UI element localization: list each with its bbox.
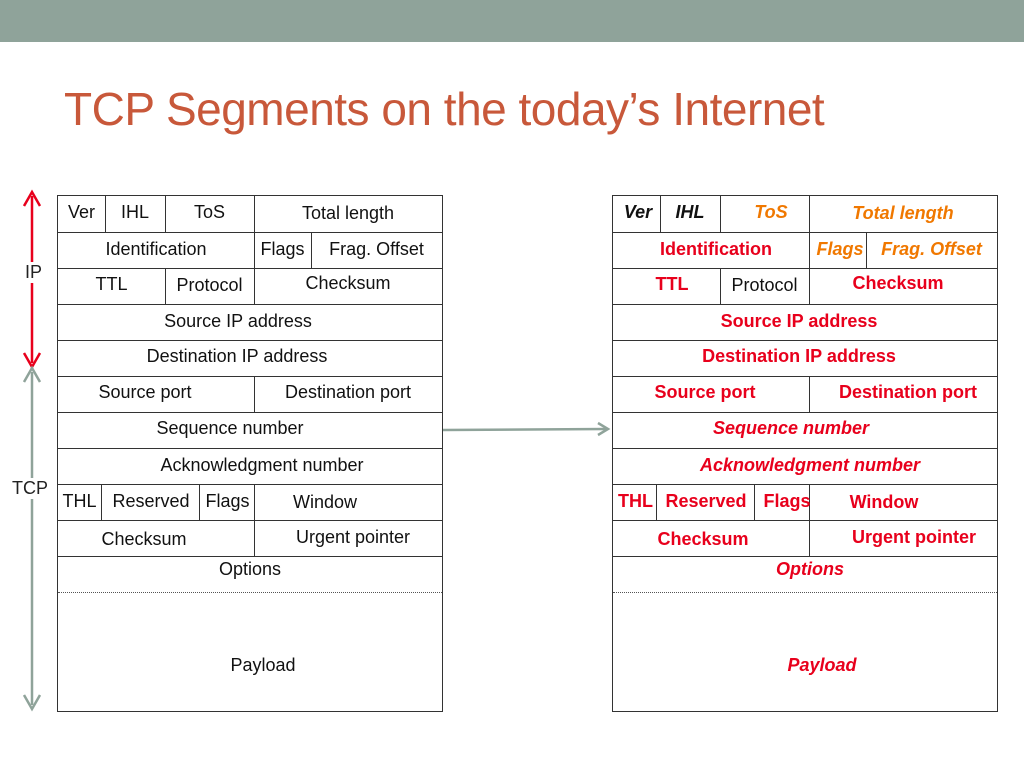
ttl-field: TTL bbox=[655, 274, 689, 294]
ack-number-field: Acknowledgment number bbox=[160, 455, 364, 475]
source-port-field: Source port bbox=[98, 382, 192, 402]
window-field: Window bbox=[849, 492, 919, 512]
top-accent-bar bbox=[0, 0, 1024, 42]
reserved-field: Reserved bbox=[665, 491, 747, 511]
destination-port-field: Destination port bbox=[839, 382, 977, 402]
ack-number-field: Acknowledgment number bbox=[699, 455, 921, 475]
reserved-field: Reserved bbox=[112, 491, 190, 511]
tos-field: ToS bbox=[754, 202, 788, 222]
payload-field: Payload bbox=[230, 655, 296, 675]
tos-field: ToS bbox=[193, 202, 226, 222]
ver-field: Ver bbox=[67, 202, 96, 222]
urgent-pointer-field: Urgent pointer bbox=[295, 527, 411, 547]
source-port-field: Source port bbox=[654, 382, 756, 402]
ttl-field: TTL bbox=[95, 274, 128, 294]
transform-arrow bbox=[440, 420, 620, 440]
thl-field: THL bbox=[62, 491, 97, 511]
options-field: Options bbox=[776, 559, 844, 579]
total-length-field: Total length bbox=[852, 203, 954, 223]
ip-flags-field: Flags bbox=[260, 239, 305, 259]
identification-field: Identification bbox=[105, 239, 207, 259]
thl-field: THL bbox=[618, 491, 653, 511]
source-ip-field: Source IP address bbox=[720, 311, 878, 331]
sequence-number-field: Sequence number bbox=[156, 418, 304, 438]
sequence-number-field: Sequence number bbox=[712, 418, 870, 438]
protocol-field: Protocol bbox=[731, 275, 798, 295]
frag-offset-field: Frag. Offset bbox=[329, 239, 424, 259]
ver-field: Ver bbox=[623, 202, 653, 222]
destination-ip-field: Destination IP address bbox=[146, 346, 328, 366]
ihl-field: IHL bbox=[120, 202, 149, 222]
destination-ip-field: Destination IP address bbox=[702, 346, 896, 366]
tcp-checksum-field: Checksum bbox=[657, 529, 749, 549]
urgent-pointer-field: Urgent pointer bbox=[852, 527, 976, 547]
bracket-arrows bbox=[0, 180, 60, 720]
ip-label: IP bbox=[25, 262, 43, 282]
destination-port-field: Destination port bbox=[284, 382, 412, 402]
slide-title: TCP Segments on the today’s Internet bbox=[64, 83, 825, 135]
ip-checksum-field: Checksum bbox=[852, 273, 944, 293]
frag-offset-field: Frag. Offset bbox=[881, 239, 982, 259]
identification-field: Identification bbox=[660, 239, 772, 259]
left-header-diagram bbox=[57, 195, 443, 712]
ip-checksum-field: Checksum bbox=[305, 273, 391, 293]
total-length-field: Total length bbox=[301, 203, 395, 223]
options-field: Options bbox=[218, 559, 282, 579]
tcp-checksum-field: Checksum bbox=[101, 529, 187, 549]
ihl-field: IHL bbox=[675, 202, 705, 222]
tcp-bracket-arrow bbox=[24, 368, 40, 709]
protocol-field: Protocol bbox=[176, 275, 243, 295]
tcp-flags-field: Flags bbox=[205, 491, 250, 511]
tcp-flags-field: Flags bbox=[763, 491, 811, 511]
ip-flags-field: Flags bbox=[816, 239, 864, 259]
tcp-label: TCP bbox=[12, 478, 48, 498]
source-ip-field: Source IP address bbox=[164, 311, 312, 331]
payload-field: Payload bbox=[787, 655, 857, 675]
right-header-diagram bbox=[612, 195, 998, 712]
window-field: Window bbox=[292, 492, 358, 512]
